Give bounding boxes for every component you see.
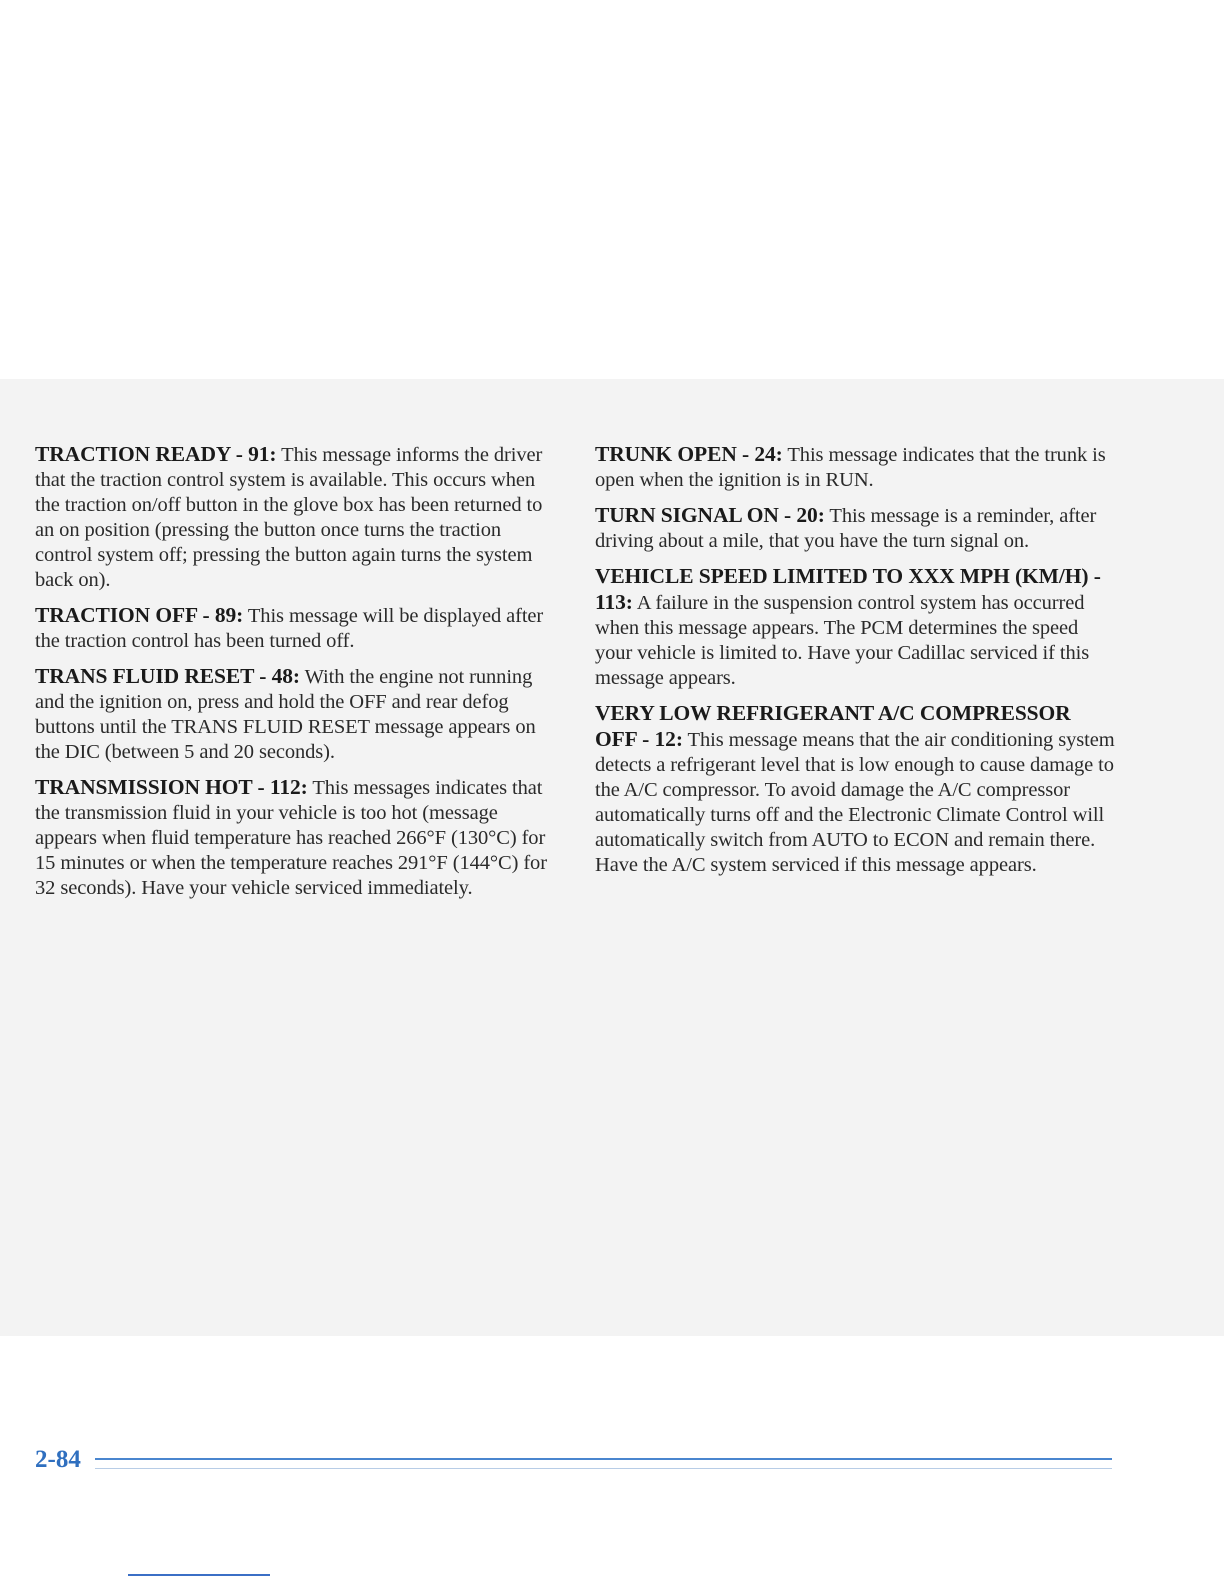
entry-code: 24: — [754, 442, 783, 466]
entry-term: TRACTION READY - — [35, 442, 249, 466]
entry-term: TURN SIGNAL ON - — [595, 503, 797, 527]
entry-term: VERY LOW REFRIGERANT A/C COMPRESSOR OFF - — [595, 701, 1071, 751]
entry-code: 20: — [796, 503, 825, 527]
page-number: 2-84 — [35, 1446, 81, 1473]
left-column — [35, 442, 560, 911]
entry-code: 12: — [654, 727, 683, 751]
entry-text: This message indicates that the trunk is open when the ignition is in RUN. — [595, 444, 1106, 491]
entry-code: 112: — [269, 775, 308, 799]
entry-text: This message means that the air conditioning system detects a refrigerant level that is low enough to cause damage to the A/C compressor. To avoid damage the A/C compressor automatically turns off and the Electronic Climate Control will automatically switch from AUTO to ECON and remain there. Have the A/C system serviced if this message appears. — [595, 729, 1115, 876]
entry-term: TRANS FLUID RESET - — [35, 664, 272, 688]
entry-code: 91: — [248, 442, 277, 466]
entry-trunk-open — [595, 442, 1115, 493]
bottom-rule — [128, 1574, 270, 1576]
entry-text: This messages indicates that the transmission fluid in your vehicle is too hot (message appears when fluid temperature has reached 266°F (130°C) for 15 minutes or when the temperature reaches 291°F (144°C) for 32 seconds). Have your vehicle serviced immediately. — [35, 777, 547, 899]
entry-term: TRACTION OFF - — [35, 603, 215, 627]
entry-code: 48: — [271, 664, 300, 688]
entry-transmission-hot — [35, 775, 560, 901]
entry-term: TRUNK OPEN - — [595, 442, 755, 466]
entry-term: VEHICLE SPEED LIMITED TO XXX MPH (KM/H) - — [595, 564, 1101, 588]
entry-text: This message is a reminder, after driving about a mile, that you have the turn signal on. — [595, 505, 1097, 552]
entry-code: 89: — [214, 603, 244, 627]
entry-text: This message will be displayed after the traction control has been turned off. — [35, 605, 544, 652]
entry-code: 113: — [595, 590, 633, 614]
entry-text: A failure in the suspension control system has occurred when this message appears. The PCM determines the speed your vehicle is limited to. Have your Cadillac serviced if this message appears. — [595, 592, 1090, 689]
entry-term: TRANSMISSION HOT - — [35, 775, 270, 799]
entry-text: With the engine not running and the ignition on, press and hold the OFF and rear defog buttons until the TRANS FLUID RESET message appears on the DIC (between 5 and 20 seconds). — [35, 666, 536, 763]
entry-very-low-refrigerant — [595, 701, 1115, 878]
entry-trans-fluid-reset — [35, 664, 560, 765]
footer-rule-secondary — [95, 1468, 1112, 1469]
entry-turn-signal-on — [595, 503, 1115, 554]
entry-text: This message informs the driver that the traction control system is available. This occurs when the traction on/off button in the glove box has been returned to an on position (pressing the button once turns the traction control system off; pressing the button again turns the system back on). — [35, 444, 543, 591]
footer-rule — [95, 1458, 1112, 1460]
entry-vehicle-speed-limited — [595, 564, 1115, 691]
entry-traction-ready — [35, 442, 560, 593]
entry-traction-off — [35, 603, 560, 654]
right-column — [595, 442, 1115, 888]
